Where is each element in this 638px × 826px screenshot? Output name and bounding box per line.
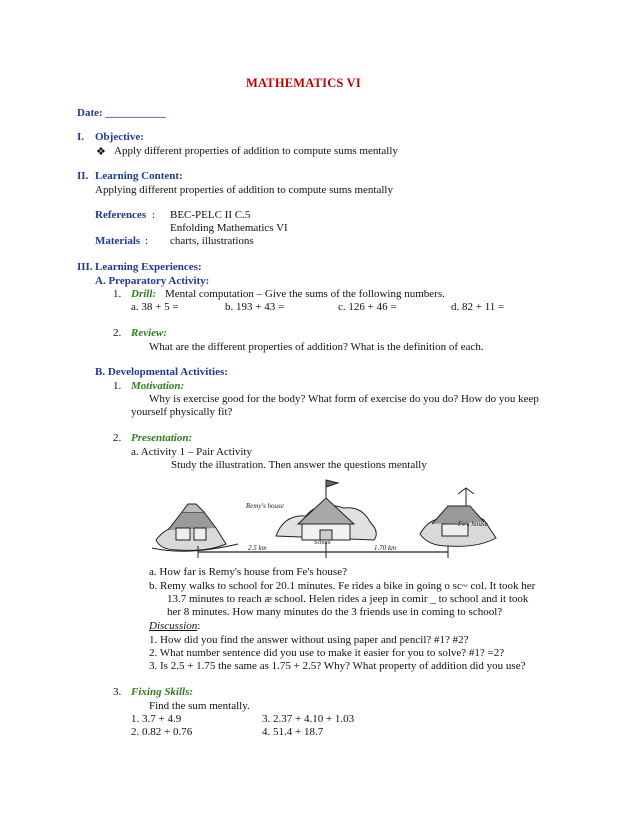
bullet-icon: ❖ <box>96 146 106 158</box>
question-b-line-1: b. Remy walks to school for 20.1 minutes. Fe rides a bike in going o sc~ col. It took her <box>149 580 536 592</box>
discussion-colon: : <box>197 620 201 632</box>
right-distance-label: 1.70 km <box>374 544 397 552</box>
drill-item-b: b. 193 + 43 = <box>225 301 285 313</box>
fixing-label: Fixing Skills: <box>131 686 194 698</box>
fixing-number: 3. <box>113 686 122 698</box>
remy-house-label: Remy's house <box>246 502 284 510</box>
drill-text: Mental computation – Give the sums of the following numbers. <box>165 288 445 300</box>
activity-instruction: Study the illustration. Then answer the questions mentally <box>171 459 427 471</box>
distance-illustration <box>148 478 508 560</box>
review-label: Review: <box>131 327 168 339</box>
preparatory-heading: A. Preparatory Activity: <box>95 275 210 287</box>
page-title: MATHEMATICS VI <box>246 76 361 90</box>
references-label: References <box>95 209 147 221</box>
motivation-label: Motivation: <box>131 380 185 392</box>
review-number: 2. <box>113 327 122 339</box>
drill-item-c: c. 126 + 46 = <box>338 301 397 313</box>
discussion-label: Discussion <box>149 620 198 632</box>
developmental-heading: B. Developmental Activities: <box>95 366 228 378</box>
review-text: What are the different properties of addition? What is the definition of each. <box>149 341 484 353</box>
fixing-item-1: 1. 3.7 + 4.9 <box>131 713 182 725</box>
references-line-2: Enfolding Mathematics VI <box>170 222 288 234</box>
materials-value: charts, illustrations <box>170 235 254 247</box>
discussion-item-2: 2. What number sentence did you use to make it easier for you to solve? #1? =2? <box>149 647 505 659</box>
discussion-item-1: 1. How did you find the answer without using paper and pencil? #1? #2? <box>149 634 469 646</box>
fe-house-icon <box>420 488 496 546</box>
fixing-item-2: 2. 0.82 + 0.76 <box>131 726 193 738</box>
discussion-heading <box>149 620 200 632</box>
objective-text: Apply different properties of addition to compute sums mentally <box>114 145 398 157</box>
question-b-line-3: her 8 minutes. How many minutes do the 3 friends use in coming to school? <box>167 606 503 618</box>
references-colon: : <box>152 209 156 221</box>
content-number: II. <box>77 170 89 182</box>
remy-house-icon <box>152 504 238 551</box>
fixing-item-3: 3. 2.37 + 4.10 + 1.03 <box>262 713 355 725</box>
references-line-1: BEC-PELC II C.5 <box>170 209 251 221</box>
fe-house-label: Fe's house <box>458 520 488 528</box>
fixing-item-4: 4. 51.4 + 18.7 <box>262 726 324 738</box>
content-heading: Learning Content: <box>95 170 183 182</box>
school-label: School <box>314 540 331 546</box>
drill-item-a: a. 38 + 5 = <box>131 301 179 313</box>
experiences-heading: Learning Experiences: <box>95 261 202 273</box>
content-text: Applying different properties of addition to compute sums mentally <box>95 184 393 196</box>
motivation-line-2: yourself physically fit? <box>131 406 233 418</box>
objective-number: I. <box>77 131 85 143</box>
materials-label: Materials <box>95 235 141 247</box>
left-distance-label: 2.5 km <box>248 544 267 552</box>
drill-label: Drill: <box>131 288 157 300</box>
question-a: a. How far is Remy's house from Fe's house? <box>149 566 347 578</box>
objective-heading: Objective: <box>95 131 144 143</box>
presentation-number: 2. <box>113 432 122 444</box>
materials-colon: : <box>145 235 149 247</box>
fixing-instruction: Find the sum mentally. <box>149 700 250 712</box>
discussion-item-3: 3. Is 2.5 + 1.75 the same as 1.75 + 2.5? Why? What property of addition did you use? <box>149 660 526 672</box>
school-icon <box>276 480 376 540</box>
experiences-number: III. <box>77 261 93 273</box>
drill-item-d: d. 82 + 11 = <box>451 301 505 313</box>
activity-line: a. Activity 1 – Pair Activity <box>131 446 252 458</box>
motivation-number: 1. <box>113 380 122 392</box>
date-line: Date: ___________ <box>77 107 166 119</box>
motivation-line-1: Why is exercise good for the body? What form of exercise do you do? How do you keep <box>149 393 539 405</box>
drill-number: 1. <box>113 288 122 300</box>
question-b-line-2: 13.7 minutes to reach æ school. Helen rides a jeep in comir _ to school and it took <box>167 593 529 605</box>
presentation-label: Presentation: <box>131 432 193 444</box>
